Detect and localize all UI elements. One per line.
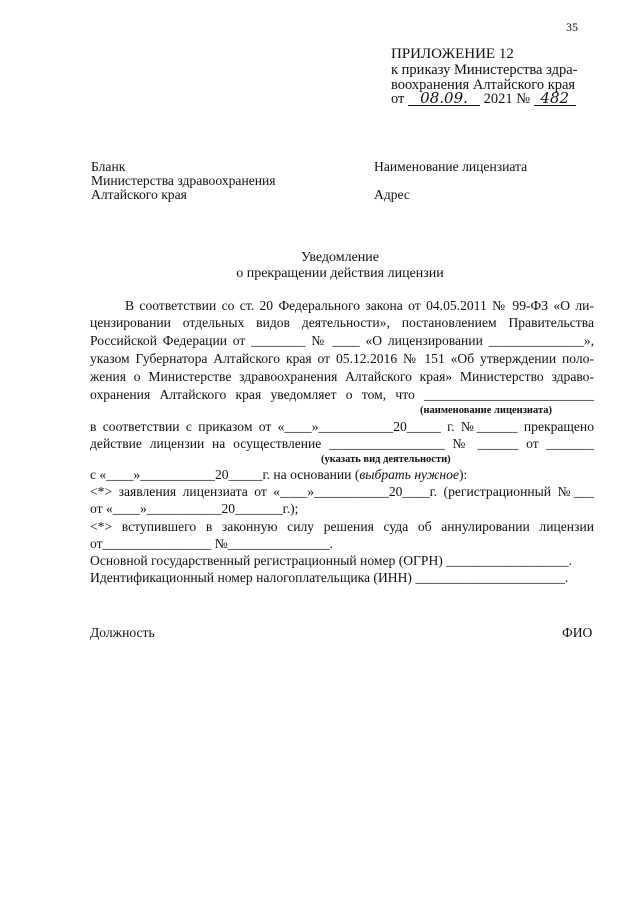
ogrn-line: Основной государственный регистрационный номер (ОГРН) __________________. bbox=[90, 553, 572, 568]
appendix-line-1: к приказу Министерства здра- bbox=[391, 62, 578, 78]
body-line-4: указом Губернатора Алтайского края от 05.12.2016 № 151 «Об утверждении поло- bbox=[90, 351, 594, 366]
licensee-name-label: Наименование лицензиата bbox=[374, 159, 528, 174]
appendix-title: ПРИЛОЖЕНИЕ 12 bbox=[391, 46, 514, 62]
body-line-8: действие лицензии на осуществление _________________ № ______ от _______ bbox=[90, 436, 594, 451]
body-line-6: охранения Алтайского края уведомляет о том, что _________________________ bbox=[90, 387, 594, 402]
body-line-3: Российской Федерации от ________ № ____ «О лицензировании ______________», bbox=[90, 333, 594, 348]
choose-needed-text: выбрать нужное bbox=[359, 467, 459, 482]
body-line-2: цензировании отдельных видов деятельности», постановлением Правительства bbox=[90, 315, 594, 330]
position-label: Должность bbox=[90, 625, 155, 640]
note-licensee-name: (наименование лицензиата) bbox=[420, 405, 552, 416]
handwritten-date: 08.09. bbox=[408, 91, 480, 106]
inn-line: Идентификационный номер налогоплательщика (ИНН) ______________________. bbox=[90, 570, 569, 585]
body-line-9 bbox=[90, 467, 467, 482]
document-subtitle: о прекращении действия лицензии bbox=[236, 266, 444, 281]
body-line-13: от________________ №_______________. bbox=[90, 536, 334, 551]
ministry-name-line-1: Министерства здравоохранения bbox=[91, 173, 276, 188]
date-prefix: от bbox=[391, 91, 405, 107]
body-line-10: <*> заявления лицензиата от «____»___________20____г. (регистрационный №___ bbox=[90, 484, 594, 499]
address-label: Адрес bbox=[374, 187, 410, 202]
body-line-12: <*> вступившего в законную силу решения суда об аннулировании лицензии bbox=[90, 519, 594, 534]
date-basis-end: ): bbox=[458, 467, 468, 482]
body-line-5: жения о Министерстве здравоохранения Алтайского края» Министерство здраво- bbox=[90, 369, 594, 384]
blank-label: Бланк bbox=[91, 159, 126, 174]
body-line-1: В соответствии со ст. 20 Федерального закона от 04.05.2011 № 99-ФЗ «О ли- bbox=[125, 298, 594, 313]
appendix-date-row bbox=[391, 91, 576, 107]
appendix-line-2: воохранения Алтайского края bbox=[391, 77, 576, 93]
document-title: Уведомление bbox=[300, 250, 379, 265]
note-activity-type: (указать вид деятельности) bbox=[321, 454, 451, 465]
handwritten-number: 482 bbox=[534, 91, 576, 106]
body-line-11: от «____»___________20_______г.); bbox=[90, 501, 299, 516]
fio-label: ФИО bbox=[562, 625, 593, 640]
ministry-name-line-2: Алтайского края bbox=[91, 187, 187, 202]
date-basis-text: с «____»___________20_____г. на основании ( bbox=[90, 467, 360, 482]
body-line-7: в соответствии с приказом от «____»___________20_____ г. №______ прекращено bbox=[90, 419, 594, 434]
appendix-year: 2021 № bbox=[483, 91, 531, 107]
page-number: 35 bbox=[566, 20, 578, 34]
